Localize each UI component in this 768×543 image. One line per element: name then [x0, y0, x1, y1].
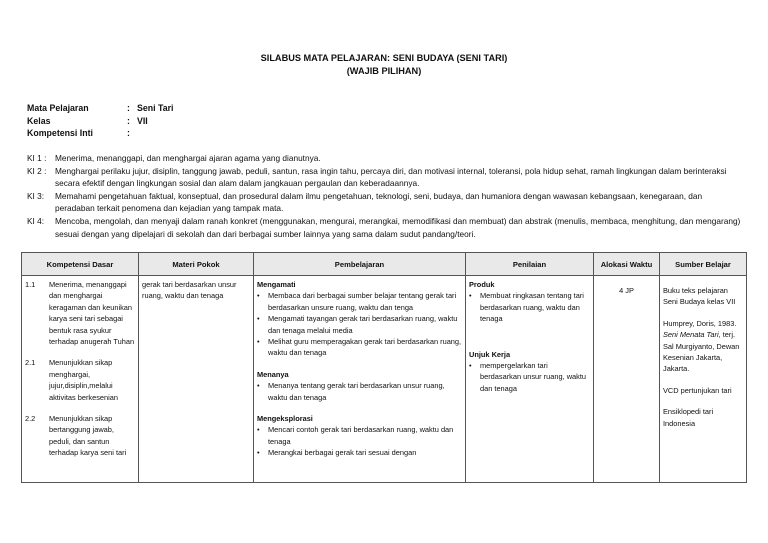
- col-header-alokasi: Alokasi Waktu: [594, 253, 660, 276]
- kd-number: 2.2: [25, 414, 36, 424]
- sumber-title: Seni Menata Tari: [663, 330, 719, 340]
- list-item: [257, 290, 462, 313]
- list-item-text: Mengamati tayangan gerak tari berdasarkan ruang, waktu dan tenaga melalui media: [268, 314, 458, 335]
- ki-item: [27, 152, 742, 165]
- meta-row-class: [27, 115, 174, 128]
- eksplorasi-heading: Mengeksplorasi: [257, 414, 313, 424]
- meta-row-subject: [27, 102, 174, 115]
- sumber-item: [663, 318, 743, 375]
- bullet-icon: •: [257, 381, 260, 391]
- cell-kd: [22, 276, 139, 483]
- col-header-materi: Materi Pokok: [139, 253, 254, 276]
- core-competencies: [27, 152, 742, 240]
- kd-item: [25, 413, 135, 459]
- menanya-heading: Menanya: [257, 369, 289, 379]
- menanya-list: [257, 380, 462, 403]
- meta-value: Seni Tari: [137, 103, 174, 113]
- list-item: [257, 447, 462, 458]
- bullet-icon: •: [257, 337, 260, 347]
- ki-text: Menerima, menanggapi, dan menghargai ajaran agama yang dianutnya.: [55, 153, 321, 163]
- ki-item: [27, 215, 742, 240]
- col-header-sumber: Sumber Belajar: [660, 253, 747, 276]
- list-item: [469, 360, 590, 394]
- meta-colon: :: [127, 115, 130, 126]
- sumber-item: Buku teks pelajaran Seni Budaya kelas VII: [663, 286, 736, 307]
- ki-item: [27, 190, 742, 215]
- meta-key: Kompetensi Inti: [27, 128, 93, 138]
- list-item-text: Membaca dari berbagai sumber belajar tentang gerak tari berdasarkan unsure ruang, waktu dan tenga: [268, 291, 457, 312]
- bullet-icon: •: [469, 291, 472, 301]
- bullet-icon: •: [257, 425, 260, 435]
- kd-number: 1.1: [25, 280, 36, 289]
- kd-item: [25, 357, 135, 403]
- meta-key: Mata Pelajaran: [27, 103, 89, 113]
- meta-value: VII: [137, 115, 148, 126]
- sumber-text: Humprey, Doris, 1983.: [663, 318, 737, 328]
- kd-item: [25, 279, 135, 347]
- kd-text: Menunjukkan sikap menghargai, jujur,disiplin,melalui aktivitas berkesenian: [49, 358, 119, 402]
- cell-sumber: [660, 276, 747, 483]
- ki-text: Memahami pengetahuan faktual, konseptual, dan prosedural dalam ilmu pengetahuan, teknologi, seni, budaya, dan humaniora dengan wawasan kebangsaan, kenegaraan, dan peradaban terkait penomena dan kejadian yang tampak mata.: [55, 190, 703, 214]
- col-header-pembelajaran: Pembelajaran: [254, 253, 466, 276]
- syllabus-title: SILABUS MATA PELAJARAN: SENI BUDAYA (SENI TARI): [260, 53, 508, 63]
- cell-pembelajaran: [254, 276, 466, 483]
- unjuk-kerja-heading: Unjuk Kerja: [469, 349, 511, 359]
- sumber-text: , terj. Sal Murgiyanto, Dewan Kesenian Jakarta, Jakarta.: [663, 330, 740, 374]
- list-item-text: Mencari contoh gerak tari berdasarkan ruang, waktu dan tenaga: [268, 425, 454, 446]
- ki-label: KI 2 :: [27, 165, 47, 176]
- subject-info: [27, 102, 174, 140]
- col-header-penilaian: Penilaian: [466, 253, 594, 276]
- produk-heading: Produk: [469, 280, 495, 289]
- kd-text: Menunjukkan sikap bertanggung jawab, peduli, dan santun terhadap karya seni tari: [49, 414, 127, 458]
- cell-materi: [139, 276, 254, 483]
- list-item: [257, 336, 462, 359]
- materi-text: gerak tari berdasarkan unsur ruang, waktu dan tenaga: [142, 280, 237, 301]
- syllabus-table: [21, 252, 747, 483]
- meta-colon: :: [127, 128, 130, 138]
- bullet-icon: •: [257, 314, 260, 324]
- list-item-text: Merangkai berbagai gerak tari sesuai dengan: [268, 448, 417, 458]
- ki-item: [27, 165, 742, 190]
- syllabus-subtitle: (WAJIB PILIHAN): [346, 66, 422, 76]
- bullet-icon: •: [469, 361, 472, 371]
- bullet-icon: •: [257, 448, 260, 458]
- meta-key: Kelas: [27, 115, 51, 126]
- mengamati-heading: Mengamati: [257, 280, 296, 289]
- ki-label: KI 4:: [27, 215, 45, 226]
- unjuk-kerja-list: [469, 360, 590, 394]
- list-item-text: Membuat ringkasan tentang tari berdasarkan ruang, waktu dan tenaga: [480, 291, 584, 324]
- list-item: [469, 290, 590, 324]
- list-item-text: mempergelarkan tari berdasarkan unsur ruang, waktu dan tenaga: [480, 361, 586, 393]
- ki-label: KI 3:: [27, 190, 45, 201]
- cell-alokasi: [594, 276, 660, 483]
- ki-label: KI 1 :: [27, 153, 47, 163]
- mengamati-list: [257, 290, 462, 358]
- produk-list: [469, 290, 590, 324]
- alokasi-value: 4 JP: [619, 286, 634, 295]
- eksplorasi-list: [257, 424, 462, 458]
- col-header-kd: Kompetensi Dasar: [22, 253, 139, 276]
- cell-penilaian: [466, 276, 594, 483]
- kd-text: Menerima, menanggapi dan menghargai keragaman dan keunikan karya seni tari sebagai bentuk rasa syukur terhadap anugerah Tuhan: [49, 280, 135, 347]
- list-item-text: Menanya tentang gerak tari berdasarkan unsur ruang, waktu dan tenaga: [268, 381, 445, 402]
- ki-text: Menghargai perilaku jujur, disiplin, tanggung jawab, peduli, santun, rasa ingin tahu, percaya diri, dan motivasi internal, toleransi, pola hidup sehat, ramah lingkungan dalam berinteraksi secara efektif dengan lingkungan sosial dan alam dalam jangkauan pergaulan dan keberadaannya.: [55, 165, 727, 189]
- bullet-icon: •: [257, 291, 260, 301]
- list-item: [257, 313, 462, 336]
- list-item: [257, 380, 462, 403]
- ki-text: Mencoba, mengolah, dan menyaji dalam ranah konkret (menggunakan, mengurai, merangkai, memodifikasi dan membuat) dan abstrak (menulis, membaca, menghitung, dan mengarang) sesuai dengan yang dipelajari di sekolah dan dari berbagai sumber lainnya yang sama dalam sudut pandang/teori.: [55, 215, 741, 239]
- sumber-item: Ensiklopedi tari Indonesia: [663, 407, 714, 428]
- meta-colon: :: [127, 103, 130, 113]
- list-item: [257, 424, 462, 447]
- table-header-row: [22, 253, 747, 276]
- meta-row-ki: [27, 127, 174, 140]
- list-item-text: Melihat guru memperagakan gerak tari berdasarkan ruang, waktu dan tenaga: [268, 337, 462, 358]
- sumber-item: VCD pertunjukan tari: [663, 385, 732, 395]
- kd-number: 2.1: [25, 358, 36, 368]
- table-row: [22, 276, 747, 483]
